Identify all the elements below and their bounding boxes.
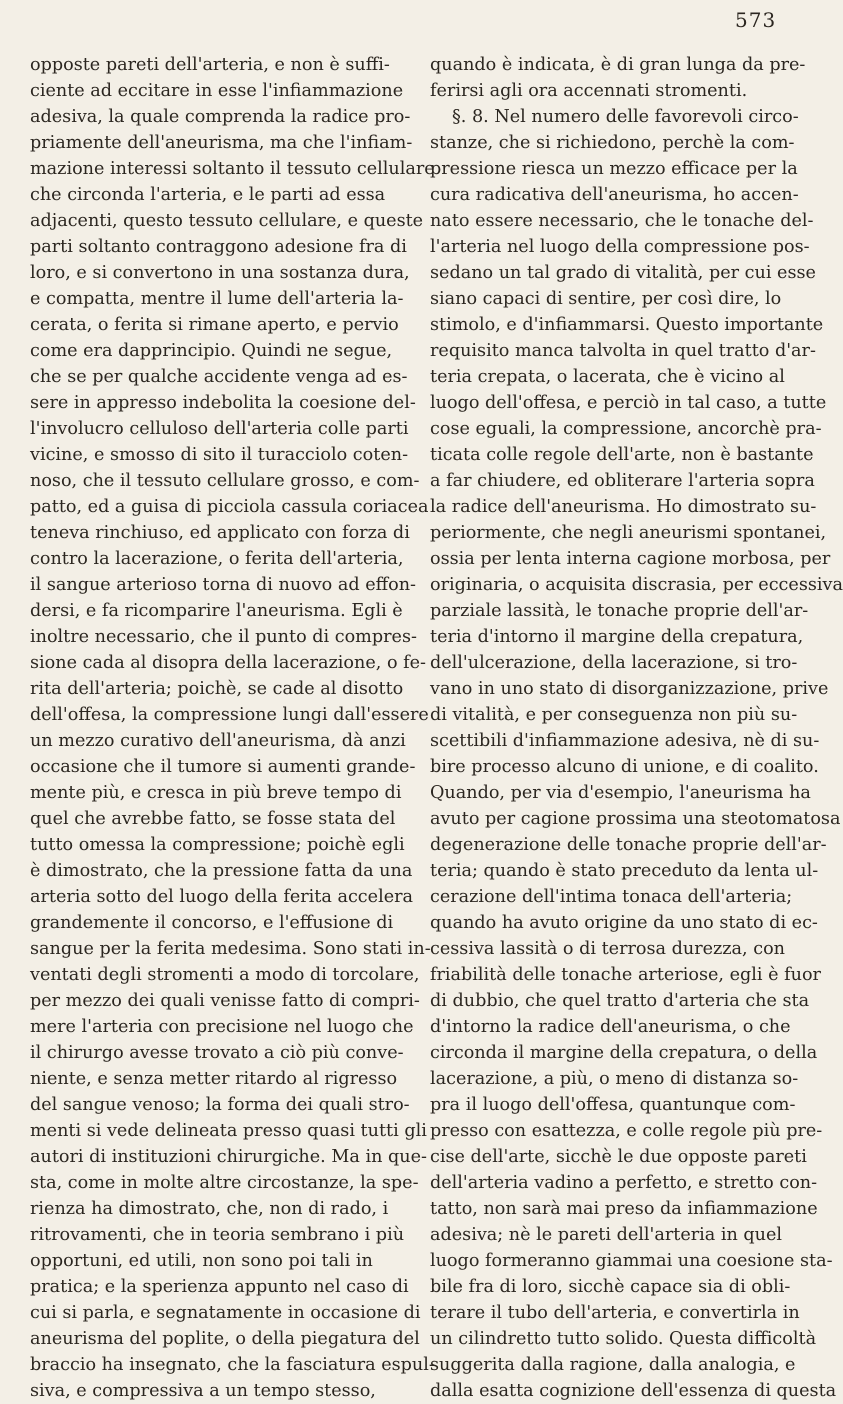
text-line: teria d'intorno il margine della crepatura,: [430, 627, 804, 647]
text-line: noso, che il tessuto cellulare grosso, e com-: [30, 471, 420, 491]
text-line: presso con esattezza, e colle regole più pre-: [430, 1121, 823, 1141]
text-line: vicine, e smosso di sito il turacciolo coten-: [30, 445, 409, 465]
text-line: un mezzo curativo dell'aneurisma, dà anzi: [30, 731, 406, 751]
text-line: il sangue arterioso torna di nuovo ad effon-: [30, 575, 416, 595]
page-number: 573: [735, 8, 777, 32]
text-line: loro, e si convertono in una sostanza dura,: [30, 263, 410, 283]
text-line: autori di instituzioni chirurgiche. Ma in que-: [30, 1147, 427, 1167]
text-line: pratica; e la sperienza appunto nel caso di: [30, 1277, 409, 1297]
text-line: dell'ulcerazione, della lacerazione, si tro-: [430, 653, 798, 673]
text-line: sangue per la ferita medesima. Sono stati in-: [30, 939, 431, 959]
text-line: friabilità delle tonache arteriose, egli è fuor: [430, 965, 821, 985]
text-line: menti si vede delineata presso quasi tutti gli: [30, 1121, 427, 1141]
text-line: mente più, e cresca in più breve tempo di: [30, 783, 402, 803]
text-line: cui si parla, e segnatamente in occasione di: [30, 1303, 421, 1323]
text-line: suggerita dalla ragione, dalla analogia, e: [430, 1355, 796, 1375]
text-line: quel che avrebbe fatto, se fosse stata del: [30, 809, 396, 829]
text-line: adjacenti, questo tessuto cellulare, e queste: [30, 211, 424, 231]
text-line: braccio ha insegnato, che la fasciatura espul-: [30, 1355, 435, 1375]
text-line: §. 8. Nel numero delle favorevoli circo-: [452, 107, 799, 127]
text-line: sta, come in molte altre circostanze, la spe-: [30, 1173, 419, 1193]
text-line: opposte pareti dell'arteria, e non è suffi-: [30, 55, 390, 75]
text-line: periormente, che negli aneurismi spontanei,: [430, 523, 827, 543]
text-line: l'arteria nel luogo della compressione pos-: [430, 237, 810, 257]
text-line: tutto omessa la compressione; poichè egli: [30, 835, 405, 855]
text-line: parti soltanto contraggono adesione fra di: [30, 237, 407, 257]
text-line: aneurisma del poplite, o della piegatura del: [30, 1329, 420, 1349]
text-line: d'intorno la radice dell'aneurisma, o che: [430, 1017, 791, 1037]
text-line: cessiva lassità o di terrosa durezza, con: [430, 939, 786, 959]
text-line: circonda il margine della crepatura, o della: [430, 1043, 818, 1063]
text-line: pra il luogo dell'offesa, quantunque com-: [430, 1095, 796, 1115]
text-line: dersi, e fa ricomparire l'aneurisma. Egli è: [30, 601, 403, 621]
text-line: pressione riesca un mezzo efficace per la: [430, 159, 798, 179]
text-line: terare il tubo dell'arteria, e convertirla in: [430, 1303, 800, 1323]
text-line: siano capaci di sentire, per così dire, lo: [430, 289, 782, 309]
text-line: ventati degli stromenti a modo di torcolare,: [30, 965, 420, 985]
text-line: lacerazione, a più, o meno di distanza so-: [430, 1069, 799, 1089]
text-line: luogo formeranno giammai una coesione sta-: [430, 1251, 833, 1271]
text-line: ossia per lenta interna cagione morbosa, per: [430, 549, 831, 569]
text-line: quando ha avuto origine da uno stato di ec-: [430, 913, 818, 933]
text-line: l'involucro celluloso dell'arteria colle parti: [30, 419, 409, 439]
text-line: è dimostrato, che la pressione fatta da una: [30, 861, 413, 881]
text-line: Quando, per via d'esempio, l'aneurisma ha: [430, 783, 811, 803]
text-line: dell'arteria vadino a perfetto, e stretto con-: [430, 1173, 818, 1193]
text-line: come era dapprincipio. Quindi ne segue,: [30, 341, 393, 361]
text-line: arteria sotto del luogo della ferita accelera: [30, 887, 414, 907]
text-line: il chirurgo avesse trovato a ciò più conve-: [30, 1043, 404, 1063]
text-line: cura radicativa dell'aneurisma, ho accen-: [430, 185, 799, 205]
text-line: quando è indicata, è di gran lunga da pre-: [430, 55, 806, 75]
text-line: inoltre necessario, che il punto di compres-: [30, 627, 417, 647]
text-line: teria crepata, o lacerata, che è vicino al: [430, 367, 785, 387]
text-line: del sangue venoso; la forma dei quali stro-: [30, 1095, 410, 1115]
text-line: adesiva; nè le pareti dell'arteria in quel: [430, 1225, 783, 1245]
text-line: teneva rinchiuso, ed applicato con forza di: [30, 523, 410, 543]
text-line: di vitalità, e per conseguenza non più su-: [430, 705, 798, 725]
text-line: priamente dell'aneurisma, ma che l'infiam-: [30, 133, 413, 153]
text-line: cerazione dell'intima tonaca dell'arteria;: [430, 887, 793, 907]
text-line: originaria, o acquisita discrasia, per eccessiva: [430, 575, 843, 595]
text-line: patto, ed a guisa di picciola cassula coriacea: [30, 497, 429, 517]
text-line: teria; quando è stato preceduto da lenta ul-: [430, 861, 819, 881]
text-line: tatto, non sarà mai preso da infiammazione: [430, 1199, 818, 1219]
text-line: bire processo alcuno di unione, e di coalito.: [430, 757, 819, 777]
text-line: vano in uno stato di disorganizzazione, prive: [430, 679, 829, 699]
text-line: ticata colle regole dell'arte, non è bastante: [430, 445, 814, 465]
text-line: grandemente il concorso, e l'effusione di: [30, 913, 394, 933]
text-line: contro la lacerazione, o ferita dell'arteria,: [30, 549, 404, 569]
text-line: nato essere necessario, che le tonache del-: [430, 211, 814, 231]
text-line: stanze, che si richiedono, perchè la com-: [430, 133, 795, 153]
text-line: un cilindretto tutto solido. Questa difficoltà: [430, 1329, 817, 1349]
text-line: luogo dell'offesa, e perciò in tal caso, a tutte: [430, 393, 827, 413]
text-line: rita dell'arteria; poichè, se cade al disotto: [30, 679, 404, 699]
text-line: per mezzo dei quali venisse fatto di compri-: [30, 991, 420, 1011]
left-column: [30, 52, 435, 1404]
text-line: stimolo, e d'infiammarsi. Questo importante: [430, 315, 824, 335]
text-line: cise dell'arte, sicchè le due opposte pareti: [430, 1147, 807, 1167]
text-line: scettibili d'infiammazione adesiva, nè di su-: [430, 731, 820, 751]
text-line: bile fra di loro, sicchè capace sia di obli-: [430, 1277, 791, 1297]
text-line: che se per qualche accidente venga ad es-: [30, 367, 408, 387]
text-line: sedano un tal grado di vitalità, per cui esse: [430, 263, 816, 283]
text-line: che circonda l'arteria, e le parti ad essa: [30, 185, 386, 205]
text-line: niente, e senza metter ritardo al rigresso: [30, 1069, 398, 1089]
text-line: ritrovamenti, che in teoria sembrano i più: [30, 1225, 405, 1245]
text-line: sere in appresso indebolita la coesione del-: [30, 393, 416, 413]
right-column: [430, 52, 843, 1404]
text-line: rienza ha dimostrato, che, non di rado, i: [30, 1199, 389, 1219]
text-line: ciente ad eccitare in esse l'infiammazione: [30, 81, 404, 101]
text-line: mere l'arteria con precisione nel luogo che: [30, 1017, 414, 1037]
text-line: siva, e compressiva a un tempo stesso,: [30, 1381, 376, 1401]
text-line: di dubbio, che quel tratto d'arteria che sta: [430, 991, 810, 1011]
text-line: cerata, o ferita si rimane aperto, e pervio: [30, 315, 399, 335]
text-line: mazione interessi soltanto il tessuto cellulare: [30, 159, 435, 179]
text-line: adesiva, la quale comprenda la radice pro-: [30, 107, 411, 127]
text-line: la radice dell'aneurisma. Ho dimostrato su-: [430, 497, 817, 517]
text-line: occasione che il tumore si aumenti grande-: [30, 757, 416, 777]
text-line: opportuni, ed utili, non sono poi tali in: [30, 1251, 373, 1271]
text-line: e compatta, mentre il lume dell'arteria la-: [30, 289, 404, 309]
text-line: parziale lassità, le tonache proprie dell'ar-: [430, 601, 809, 621]
text-line: sione cada al disopra della lacerazione, o fe-: [30, 653, 427, 673]
text-line: ferirsi agli ora accennati stromenti.: [430, 81, 748, 101]
text-line: dell'offesa, la compressione lungi dall'essere: [30, 705, 429, 725]
text-line: dalla esatta cognizione dell'essenza di questa: [430, 1381, 837, 1401]
text-line: requisito manca talvolta in quel tratto d'ar-: [430, 341, 816, 361]
text-line: avuto per cagione prossima una steotomatosa: [430, 809, 841, 829]
text-line: cose eguali, la compressione, ancorchè pra-: [430, 419, 822, 439]
text-line: a far chiudere, ed obliterare l'arteria sopra: [430, 471, 815, 491]
text-line: degenerazione delle tonache proprie dell'ar-: [430, 835, 827, 855]
